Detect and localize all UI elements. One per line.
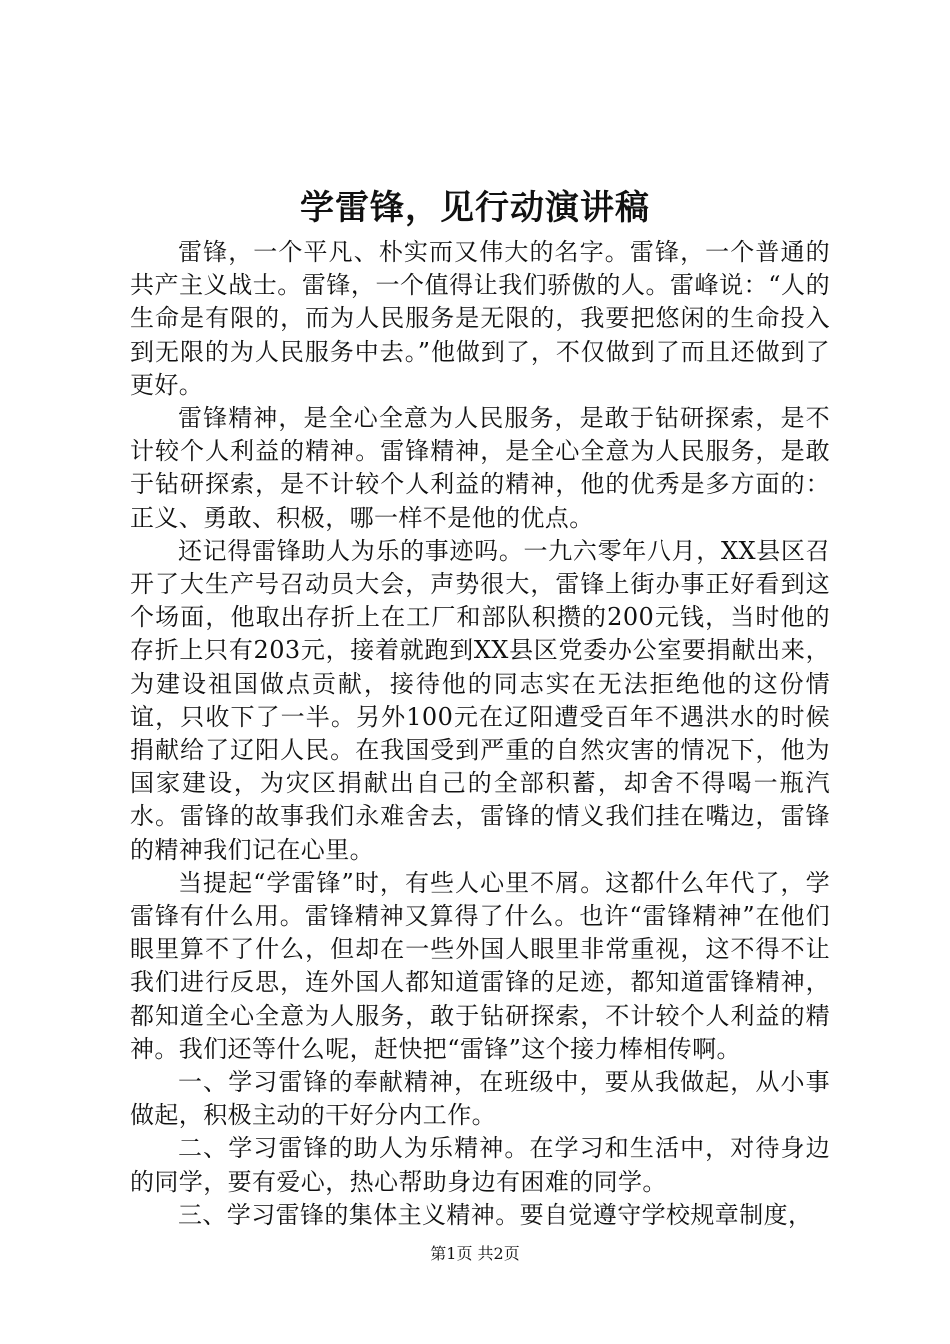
document-title: 学雷锋，见行动演讲稿 bbox=[300, 188, 650, 228]
paragraph-6: 二、学习雷锋的助人为乐精神。在学习和生活中，对待身边的同学，要有爱心，热心帮助身边有困难的同学。 bbox=[130, 1134, 830, 1196]
paragraph-4: 当提起“学雷锋”时，有些人心里不屑。这都什么年代了，学雷锋有什么用。雷锋精神又算得了什么。也许“雷锋精神”在他们眼里算不了什么，但却在一些外国人眼里非常重视，这不得不让我们进行反思，连外国人都知道雷锋的足迹，都知道雷锋精神，都知道全心全意为人服务，敢于钻研探索，不计较个人利益的精神。我们还等什么呢，赶快把“雷锋”这个接力棒相传啊。 bbox=[130, 868, 830, 1063]
paragraph-5: 一、学习雷锋的奉献精神，在班级中，要从我做起，从小事做起，积极主动的干好分内工作。 bbox=[130, 1068, 830, 1130]
paragraph-2: 雷锋精神，是全心全意为人民服务，是敢于钻研探索，是不计较个人利益的精神。雷锋精神，是全心全意为人民服务，是敢于钻研探索，是不计较个人利益的精神，他的优秀是多方面的：正义、勇敢、积极，哪一样不是他的优点。 bbox=[130, 404, 830, 532]
document-body bbox=[130, 236, 830, 1232]
paragraph-3: 还记得雷锋助人为乐的事迹吗。一九六零年八月，XX县区召开了大生产号召动员大会，声势很大，雷锋上街办事正好看到这个场面，他取出存折上在工厂和部队积攒的200元钱，当时他的存折上只有203元，接着就跑到XX县区党委办公室要捐献出来，为建设祖国做点贡献，接待他的同志实在无法拒绝他的这份情谊，只收下了一半。另外100元在辽阳遭受百年不遇洪水的时候捐献给了辽阳人民。在我国受到严重的自然灾害的情况下，他为国家建设，为灾区捐献出自己的全部积蓄，却舍不得喝一瓶汽水。雷锋的故事我们永难舍去，雷锋的情义我们挂在嘴边，雷锋的精神我们记在心里。 bbox=[130, 536, 830, 864]
paragraph-1: 雷锋，一个平凡、朴实而又伟大的名字。雷锋，一个普通的共产主义战士。雷锋，一个值得让我们骄傲的人。雷峰说：“人的生命是有限的，而为人民服务是无限的，我要把悠闲的生命投入到无限的为人民服务中去。”他做到了，不仅做到了而且还做到了更好。 bbox=[130, 238, 830, 399]
paragraph-7: 三、学习雷锋的集体主义精神。要自觉遵守学校规章制度， bbox=[178, 1200, 813, 1229]
page-footer: 第1页 共2页 bbox=[430, 1244, 520, 1263]
